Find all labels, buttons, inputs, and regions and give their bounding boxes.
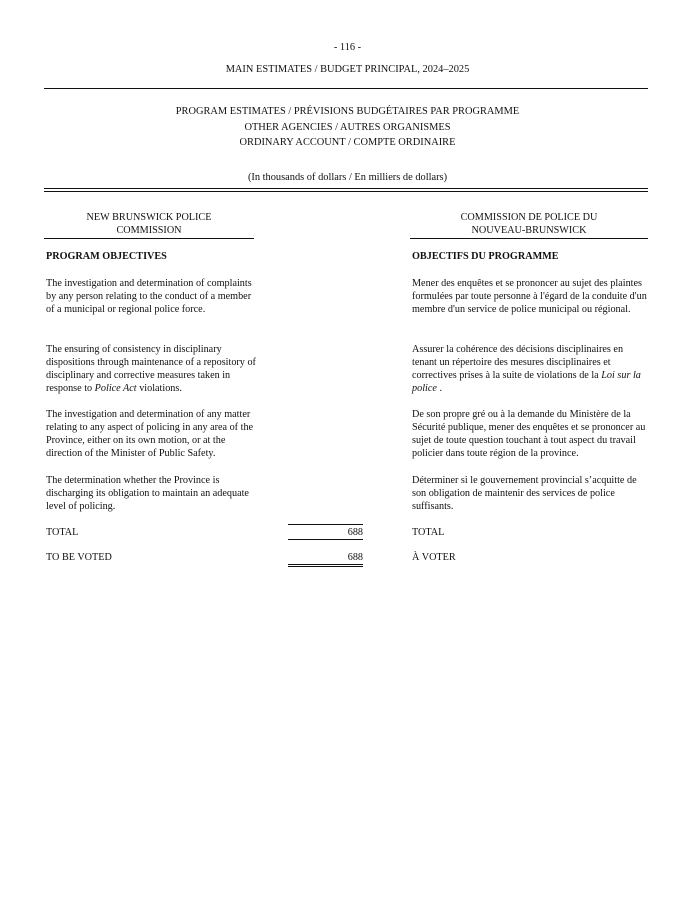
account-heading: ORDINARY ACCOUNT / COMPTE ORDINAIRE — [239, 137, 456, 148]
english-voted-label: TO BE VOTED — [46, 552, 112, 563]
french-loi-sur-la-police: Loi sur la police — [412, 370, 641, 394]
french-total-label: TOTAL — [412, 527, 445, 538]
english-police-act: Police Act — [94, 383, 137, 394]
english-objective-4: The determination whether the Province is discharging its obligation to maintain an adequate level of policing. — [46, 475, 249, 512]
english-objectives-title: PROGRAM OBJECTIVES — [46, 251, 167, 262]
units-note: (In thousands of dollars / En milliers de dollars) — [247, 172, 448, 183]
french-agency-line2: NOUVEAU-BRUNSWICK — [471, 225, 587, 236]
section-double-rule — [44, 188, 648, 192]
english-objective-2 — [46, 343, 258, 395]
page-number: - 116 - — [333, 42, 362, 53]
french-agency-heading — [410, 211, 648, 239]
english-agency-line2: COMMISSION — [116, 225, 182, 236]
french-objective-2-text: Assurer la cohérence des décisions disciplinaires en tenant un répertoire des mesures disciplinaires et correctives prises à la suite de violations de la — [412, 344, 624, 381]
english-agency-line1: NEW BRUNSWICK POLICE — [86, 212, 212, 223]
agencies-heading: OTHER AGENCIES / AUTRES ORGANISMES — [244, 122, 451, 133]
document-title: MAIN ESTIMATES / BUDGET PRINCIPAL, 2024–2025 — [225, 64, 470, 75]
header-rule — [44, 88, 648, 89]
english-objective-3: The investigation and determination of any matter relating to any aspect of policing in any area of the Province, either on its own motion, or at the direction of the Minister of Public Safety. — [46, 409, 254, 459]
french-objective-1: Mener des enquêtes et se prononcer au sujet des plaintes formulées par toute personne à l'égard de la conduite d'un membre d'un service de police municipal ou régional. — [412, 278, 647, 315]
french-voted-label: À VOTER — [412, 552, 456, 563]
english-agency-heading — [44, 211, 254, 239]
french-objective-2-end: . — [436, 383, 442, 394]
french-agency-line1: COMMISSION DE POLICE DU — [460, 212, 598, 223]
estimates-heading: PROGRAM ESTIMATES / PRÉVISIONS BUDGÉTAIRES PAR PROGRAMME — [175, 106, 520, 117]
french-objective-3: De son propre gré ou à la demande du Ministère de la Sécurité publique, mener des enquêtes et se prononcer au sujet de toute question touchant à tout aspect du travail policier dans toute région de la province. — [412, 409, 646, 459]
english-objective-2-text: The ensuring of consistency in disciplinary dispositions through maintenance of a repository of disciplinary and corrective measures taken in response to — [46, 344, 256, 394]
english-objective-1: The investigation and determination of complaints by any person relating to the conduct of a member of a municipal or regional police force. — [46, 278, 252, 315]
total-amount: 688 — [288, 524, 363, 540]
french-objective-2 — [412, 343, 648, 395]
to-be-voted-amount: 688 — [288, 551, 363, 567]
english-total-label: TOTAL — [46, 527, 79, 538]
english-objective-2-end: violations. — [136, 383, 182, 394]
french-objectives-title: OBJECTIFS DU PROGRAMME — [412, 251, 559, 262]
french-objective-4: Déterminer si le gouvernement provincial s’acquitte de son obligation de maintenir des services de police suffisants. — [412, 475, 637, 512]
